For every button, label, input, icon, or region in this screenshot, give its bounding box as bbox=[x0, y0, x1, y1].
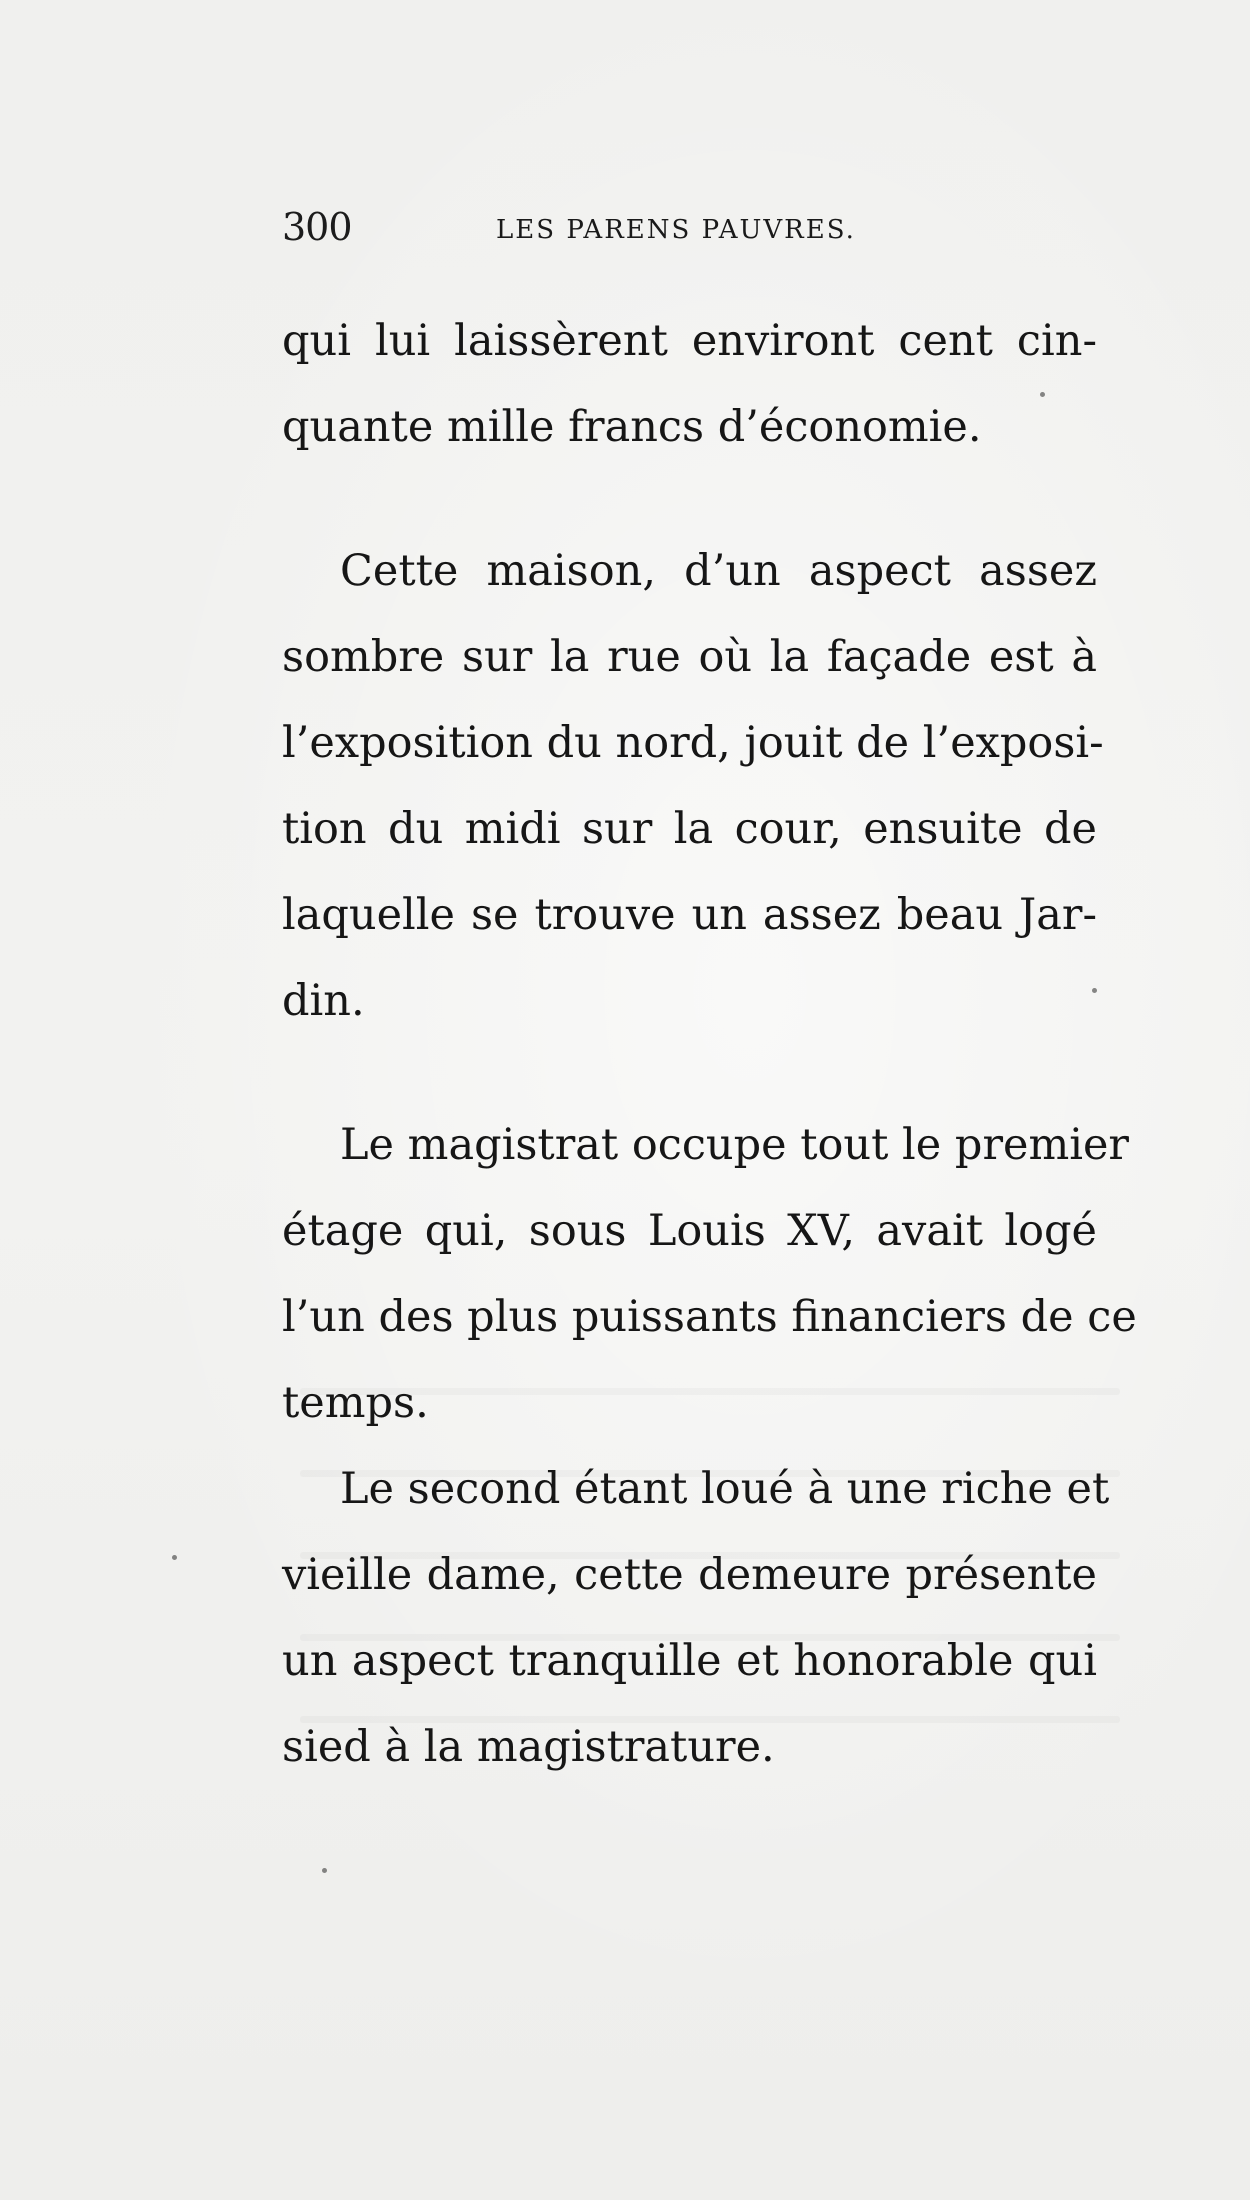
body-text bbox=[282, 298, 1137, 1790]
text-line: qui lui laissèrent environt cent cin- bbox=[282, 316, 1097, 366]
text-line: étage qui, sous Louis XV, avait logé bbox=[282, 1206, 1097, 1256]
text-line: sied à la magistrature. bbox=[282, 1722, 775, 1772]
paragraph-gap bbox=[282, 1044, 1097, 1102]
ink-speck bbox=[172, 1555, 177, 1560]
text-line: Le magistrat occupe tout le premier bbox=[340, 1120, 1129, 1170]
text-line: laquelle se trouve un assez beau Jar- bbox=[282, 890, 1097, 940]
text-line: quante mille francs d’économie. bbox=[282, 402, 982, 452]
text-line: un aspect tranquille et honorable qui bbox=[282, 1636, 1097, 1686]
text-line: l’exposition du nord, jouit de l’exposi- bbox=[282, 718, 1104, 768]
text-line: din. bbox=[282, 976, 365, 1026]
text-line: Cette maison, d’un aspect assez bbox=[340, 546, 1097, 596]
text-line: sombre sur la rue où la façade est à bbox=[282, 632, 1097, 682]
text-line: temps. bbox=[282, 1378, 429, 1428]
text-line: tion du midi sur la cour, ensuite de bbox=[282, 804, 1097, 854]
page-number: 300 bbox=[282, 205, 352, 249]
paragraph-gap bbox=[282, 470, 1097, 528]
page-header bbox=[282, 205, 882, 255]
text-line: Le second étant loué à une riche et bbox=[340, 1464, 1110, 1514]
text-line: vieille dame, cette demeure présente bbox=[282, 1550, 1097, 1600]
ink-speck bbox=[322, 1868, 327, 1873]
running-title: LES PARENS PAUVRES. bbox=[496, 215, 856, 245]
text-line: l’un des plus puissants financiers de ce bbox=[282, 1292, 1137, 1342]
